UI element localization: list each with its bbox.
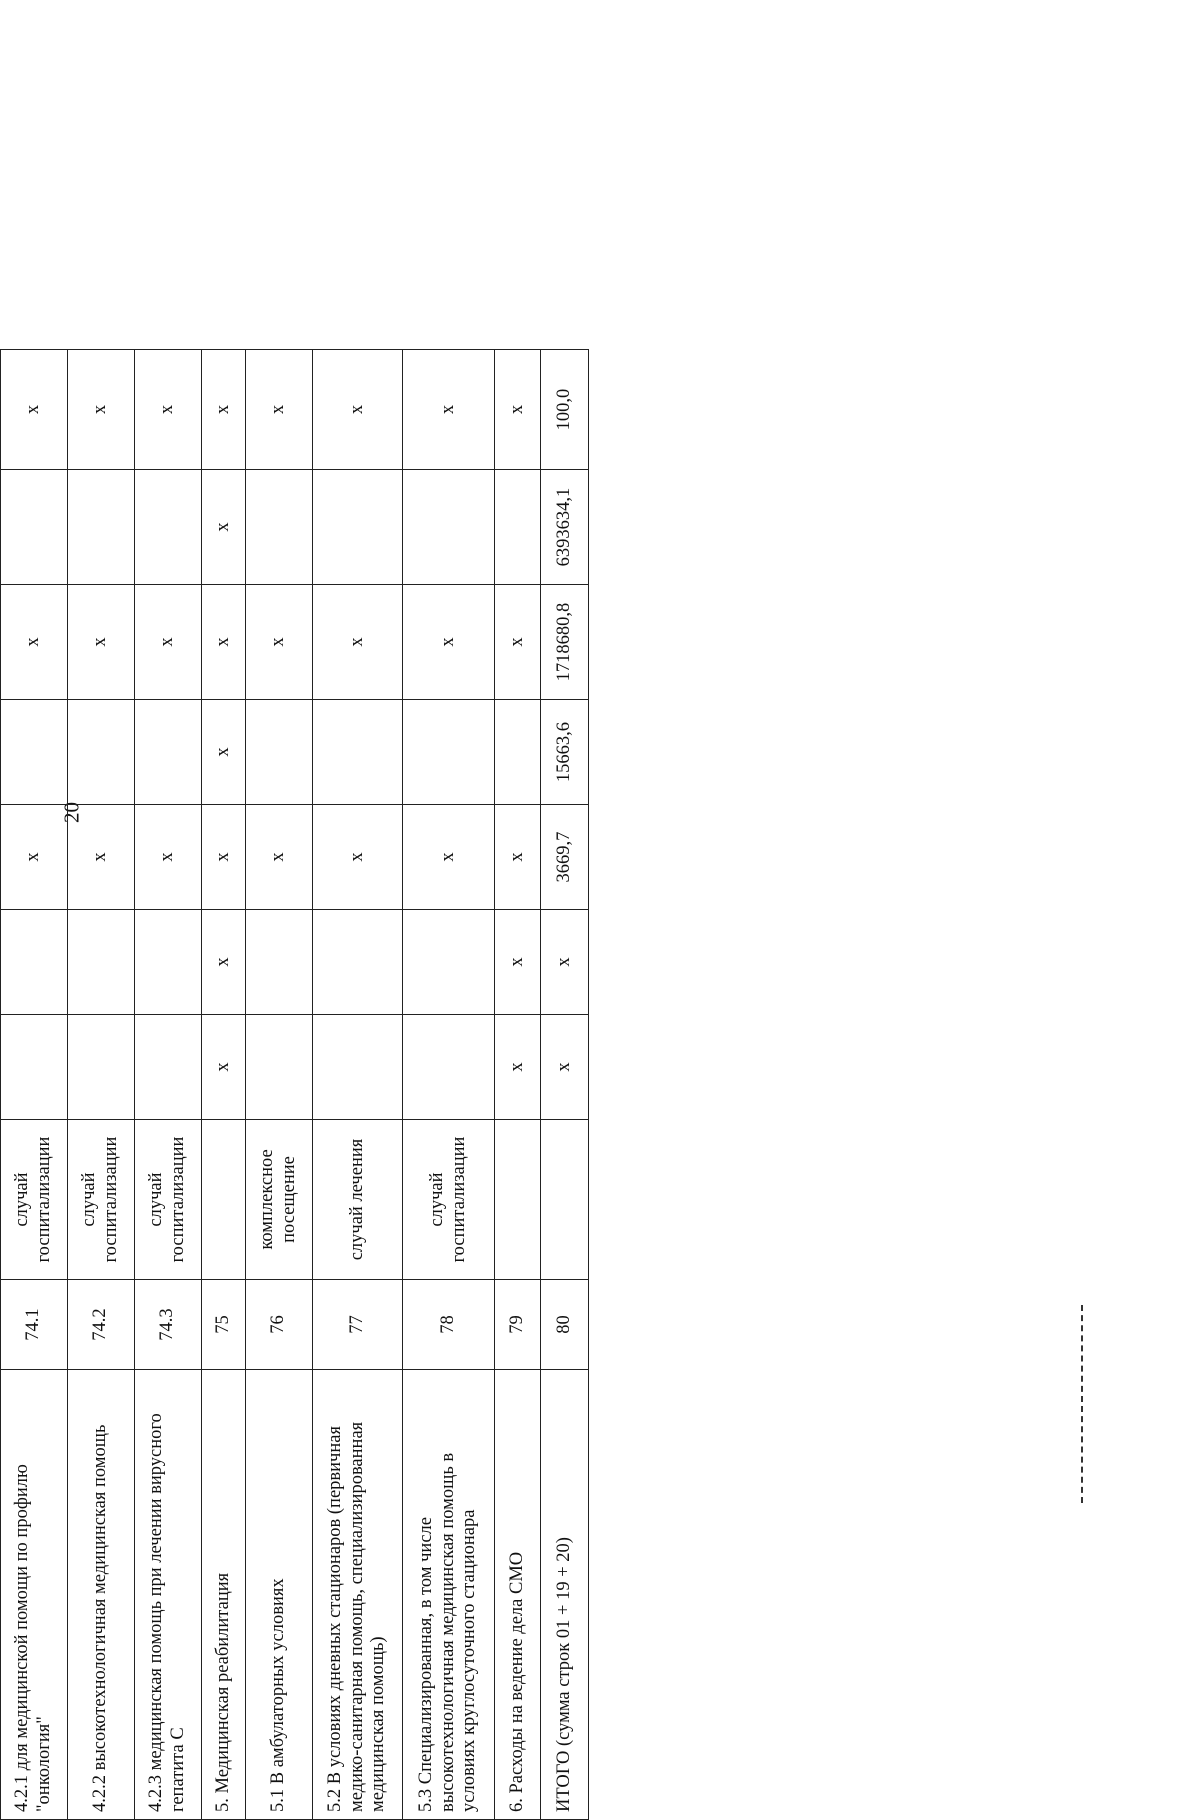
cell: х [68,805,135,910]
row-code: 74.3 [135,1280,202,1370]
row-name: 5.3 Специализированная, в том числе высокотехнологичная медицинская помощь в условиях круглосуточного стационара [403,1370,495,1820]
row-name: 5. Медицинская реабилитация [202,1370,246,1820]
table-row [202,350,246,1820]
cell: х [202,700,246,805]
cell: х [313,585,403,700]
row-code: 80 [541,1280,589,1370]
row-code: 74.2 [68,1280,135,1370]
table-row [403,350,495,1820]
cell [403,910,495,1015]
cell: х [202,350,246,470]
cell [403,470,495,585]
table-row [246,350,313,1820]
cell: х [246,350,313,470]
cell: 15663,6 [541,700,589,805]
financing-table [0,349,589,1820]
cell: х [541,910,589,1015]
cell: х [403,805,495,910]
cell [246,470,313,585]
cell [1,700,68,805]
row-unit [202,1120,246,1280]
cell: х [202,910,246,1015]
cell: х [202,1015,246,1120]
cell [246,700,313,805]
cell: х [1,585,68,700]
cell: х [495,1015,541,1120]
cell: х [403,585,495,700]
cell: х [135,350,202,470]
cell [135,1015,202,1120]
cell [135,700,202,805]
table-row [495,350,541,1820]
cell [135,470,202,585]
cell: х [541,1015,589,1120]
cell [246,910,313,1015]
row-name: ИТОГО (сумма строк 01 + 19 + 20) [541,1370,589,1820]
cell [246,1015,313,1120]
row-unit: случай госпитализации [135,1120,202,1280]
row-code: 76 [246,1280,313,1370]
cell: х [202,470,246,585]
cell: х [495,805,541,910]
cell: х [246,585,313,700]
row-name: 4.2.3 медицинская помощь при лечении вирусного гепатита С [135,1370,202,1820]
row-unit: случай госпитализации [403,1120,495,1280]
row-unit: случай госпитализации [1,1120,68,1280]
cell: х [495,585,541,700]
row-unit: комплексное посещение [246,1120,313,1280]
cell [313,700,403,805]
cell: 100,0 [541,350,589,470]
cell: х [495,350,541,470]
end-separator-line [1081,1305,1085,1503]
cell: х [495,910,541,1015]
cell: х [313,350,403,470]
row-unit [495,1120,541,1280]
cell [403,700,495,805]
cell [313,910,403,1015]
cell: х [1,350,68,470]
cell: 3669,7 [541,805,589,910]
row-name: 6. Расходы на ведение дела СМО [495,1370,541,1820]
cell [68,470,135,585]
row-name: 5.1 В амбулаторных условиях [246,1370,313,1820]
rotated-table-sheet [0,350,625,1820]
cell: х [202,585,246,700]
cell [495,470,541,585]
row-unit [541,1120,589,1280]
cell [313,1015,403,1120]
cell [313,470,403,585]
row-code: 74.1 [1,1280,68,1370]
cell: 6393634,1 [541,470,589,585]
cell [403,1015,495,1120]
cell: х [135,805,202,910]
page-number: 20 [59,802,84,823]
table-row [313,350,403,1820]
table-row-total [541,350,589,1820]
cell: х [246,805,313,910]
cell [495,700,541,805]
cell [135,910,202,1015]
cell: х [68,585,135,700]
cell [1,470,68,585]
cell [1,910,68,1015]
cell: х [313,805,403,910]
row-name: 4.2.2 высокотехнологичная медицинская помощь [68,1370,135,1820]
cell: х [202,805,246,910]
row-code: 77 [313,1280,403,1370]
row-unit: случай госпитализации [68,1120,135,1280]
cell: х [1,805,68,910]
table-row [135,350,202,1820]
cell [68,700,135,805]
cell: х [135,585,202,700]
cell [1,1015,68,1120]
row-name: 5.2 В условиях дневных стационаров (первичная медико-санитарная помощь, специализированная медицинская помощь) [313,1370,403,1820]
table-row [1,350,68,1820]
row-code: 75 [202,1280,246,1370]
cell: х [403,350,495,470]
cell: 1718680,8 [541,585,589,700]
row-code: 78 [403,1280,495,1370]
row-name: 4.2.1 для медицинской помощи по профилю "онкология" [1,1370,68,1820]
row-code: 79 [495,1280,541,1370]
row-unit: случай лечения [313,1120,403,1280]
cell [68,1015,135,1120]
cell: х [68,350,135,470]
table-row [68,350,135,1820]
cell [68,910,135,1015]
